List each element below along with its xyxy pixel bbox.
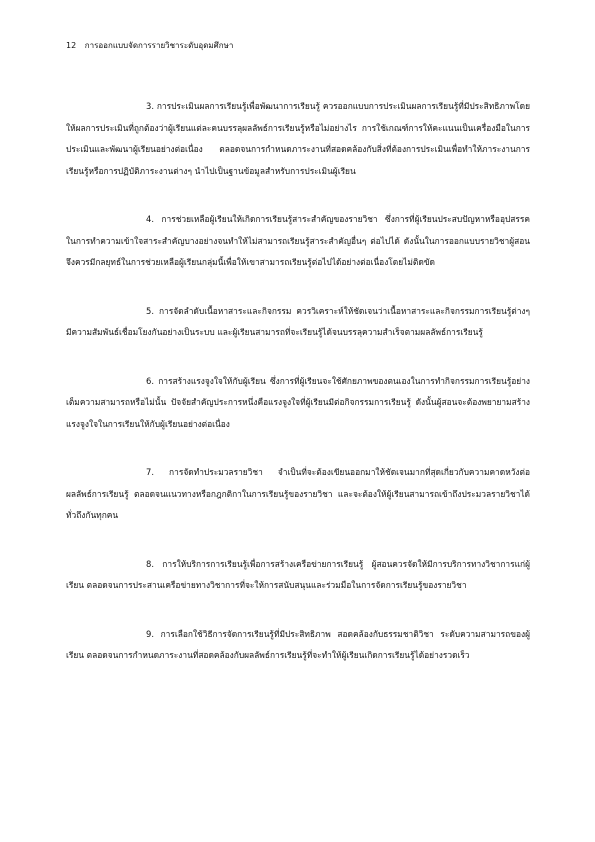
running-title: การออกแบบจัดการรายวิชาระดับอุดมศึกษา bbox=[84, 41, 234, 50]
page-body bbox=[66, 96, 530, 694]
paragraph-item-5: 5. การจัดลำดับเนื้อหาสาระและกิจกรรม ควรวิเคราะห์ให้ชัดเจนว่าเนื้อหาสาระและกิจกรรมการเรียนรู้ต่างๆ มีความสัมพันธ์เชื่อมโยงกันอย่างเป็นระบบ และผู้เรียนสามารถที่จะเรียนรู้ได้จนบรรลุความสำเร็จตามผลลัพธ์การเรียนรู้ bbox=[66, 305, 530, 337]
paragraph-item-6: 6. การสร้างแรงจูงใจให้กับผู้เรียน ซึ่งการที่ผู้เรียนจะใช้ศักยภาพของตนเองในการทำกิจกรรมการเรียนรู้อย่างเต็มความสามารถหรือไม่นั้น ปัจจัยสำคัญประการหนึ่งคือแรงจูงใจที่ผู้เรียนมีต่อกิจกรรมการเรียนรู้ ดังนั้นผู้สอนจะต้องพยายามสร้างแรงจูงใจในการเรียนให้กับผู้เรียนอย่างต่อเนื่อง bbox=[66, 375, 530, 429]
paragraph-item-7: 7. การจัดทำประมวลรายวิชา จำเป็นที่จะต้องเขียนออกมาให้ชัดเจนมากที่สุดเกี่ยวกับความคาดหวังต่อผลลัพธ์การเรียนรู้ ตลอดจนแนวทางหรือกฎกติกาในการเรียนรู้ของรายวิชา และจะต้องให้ผู้เรียนสามารถเข้าถึงประมวลรายวิชาได้ทั่วถึงกันทุกคน bbox=[66, 467, 530, 520]
paragraph-item-3: 3. การประเมินผลการเรียนรู้เพื่อพัฒนาการเรียนรู้ ควรออกแบบการประเมินผลการเรียนรู้ที่มีประสิทธิภาพโดยให้ผลการประเมินที่ถูกต้องว่าผู้เรียนแต่ละคนบรรลุผลลัพธ์การเรียนรู้หรือไม่อย่างไร การใช้เกณฑ์การให้คะแนนเป็นเครื่องมือในการประเมินและพัฒนาผู้เรียนอย่างต่อเนื่อง ตลอดจนการกำหนดภาระงานที่สอดคล้องกับสิ่งที่ต้องการประเมินเพื่อทำให้ภาระงานการเรียนรู้หรือการปฏิบัติภาระงานต่างๆ นำไปเป็นฐานข้อมูลสำหรับการประเมินผู้เรียน bbox=[66, 101, 530, 176]
paragraph-item-9: 9. การเลือกใช้วิธีการจัดการเรียนรู้ที่มีประสิทธิภาพ สอดคล้องกับธรรมชาติวิชา ระดับความสามารถของผู้เรียน ตลอดจนการกำหนดภาระงานที่สอดคล้องกับผลลัพธ์การเรียนรู้ที่จะทำให้ผู้เรียนเกิดการเรียนรู้ได้อย่างรวดเร็ว bbox=[66, 628, 530, 660]
paragraph-item-4: 4. การช่วยเหลือผู้เรียนให้เกิดการเรียนรู้สาระสำคัญของรายวิชา ซึ่งการที่ผู้เรียนประสบปัญหาหรืออุปสรรคในการทำความเข้าใจสาระสำคัญบางอย่างจนทำให้ไม่สามารถเรียนรู้สาระสำคัญอื่นๆ ต่อไปได้ ดังนั้นในการออกแบบรายวิชาผู้สอนจึงควรมีกลยุทธ์ในการช่วยเหลือผู้เรียนกลุ่มนี้เพื่อให้เขาสามารถเรียนรู้ต่อไปได้อย่างต่อเนื่องโดยไม่ติดขัด bbox=[66, 214, 530, 267]
page-header bbox=[66, 40, 546, 52]
paragraph-item-8: 8. การให้บริการการเรียนรู้เพื่อการสร้างเครือข่ายการเรียนรู้ ผู้สอนควรจัดให้มีการบริการทางวิชาการแก่ผู้เรียน ตลอดจนการประสานเครือข่ายทางวิชาการที่จะให้การสนับสนุนและร่วมมือในการจัดการเรียนรู้ของรายวิชา bbox=[66, 558, 530, 590]
page-number: 12 bbox=[66, 41, 77, 50]
